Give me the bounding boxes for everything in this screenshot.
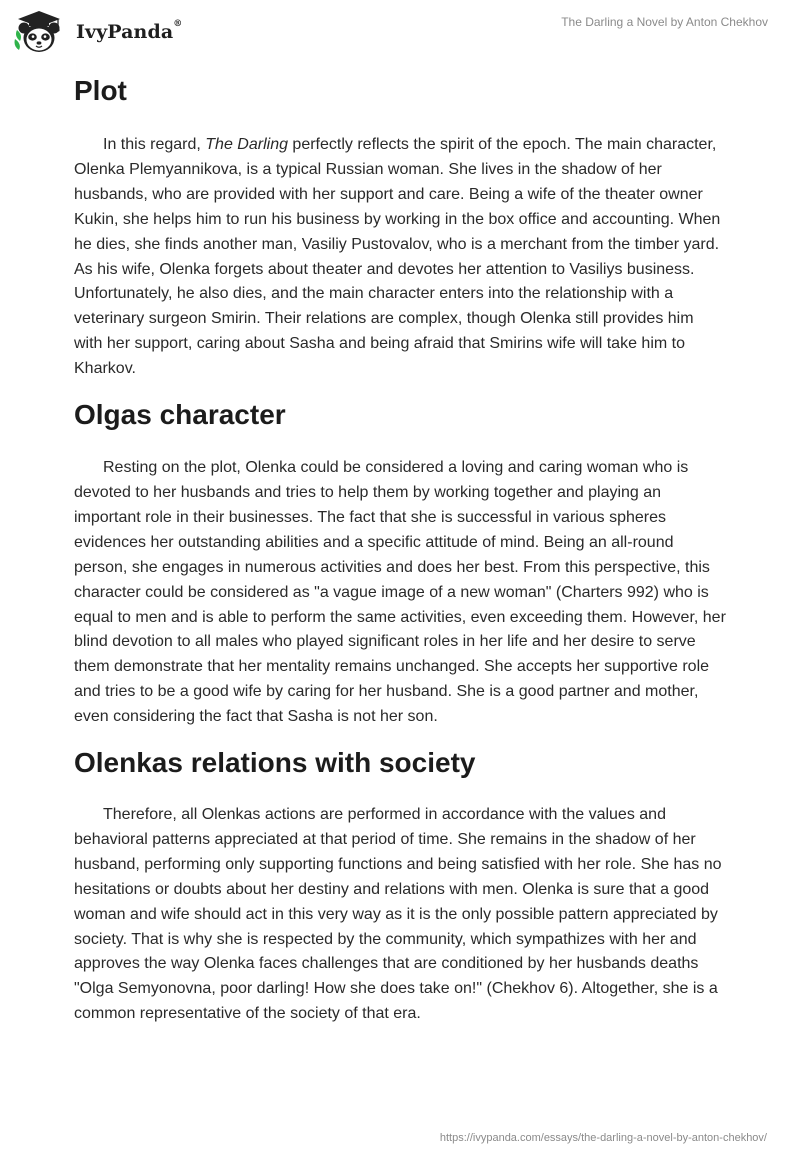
page-header bbox=[0, 0, 800, 60]
section-paragraph-character: Resting on the plot, Olenka could be considered a loving and caring woman who is devoted to her husbands and tries to help them by working together and playing an important role in their businesses. The fact that she is successful in various spheres evidences her outstanding abilities and a specific attitude of mind. Being an all-round person, she engages in numerous activities and does her best. From this perspective, this character could be considered as "a vague image of a new woman" (Charters 992) who is equal to men and is able to perform the same activities, even exceeding them. However, her blind devotion to all males who played significant roles in her life and her desire to serve them demonstrate that her mentality remains unchanged. She accepts her supportive role and tries to be a good wife by caring for her husband. She is a good partner and mother, even considering the fact that Sasha is not her son. bbox=[74, 459, 726, 726]
panda-graduation-cap-icon bbox=[14, 8, 68, 56]
document-title: The Darling a Novel by Anton Chekhov bbox=[561, 15, 768, 29]
logo[interactable] bbox=[14, 8, 182, 56]
book-title-emphasis: The Darling bbox=[205, 136, 288, 153]
brand-name: IvyPanda® bbox=[76, 19, 183, 43]
section-heading-character: Olgas character bbox=[74, 399, 286, 431]
essay-content bbox=[74, 70, 726, 1027]
source-url[interactable]: https://ivypanda.com/essays/the-darling-a-novel-by-anton-chekhov/ bbox=[439, 1132, 767, 1144]
trademark-symbol: ® bbox=[173, 19, 183, 29]
section-paragraph-society: Therefore, all Olenkas actions are performed in accordance with the values and behavioral patterns appreciated at that period of time. She remains in the shadow of her husband, performing only supporting functions and being satisfied with her role. She has no hesitations or doubts about her destiny and relations with men. Olenka is sure that a good woman and wife should act in this very way as it is the only possible pattern appreciated by society. That is why she is respected by the community, which sympathizes with her and approves the way Olenka faces challenges that are conditioned by her husbands deaths "Olga Semyonovna, poor darling! How she does take on!" (Chekhov 6). Altogether, she is a common representative of the society of that era. bbox=[74, 806, 722, 1023]
section-paragraph-plot: In this regard, The Darling perfectly reflects the spirit of the epoch. The main character, Olenka Plemyannikova, is a typical Russian woman. She lives in the shadow of her husbands, who are provided with her support and care. Being a wife of the theater owner Kukin, she helps him to run his business by working in the box office and accounting. When he dies, she finds another man, Vasiliy Pustovalov, who is a merchant from the timber yard. As his wife, Olenka forgets about theater and devotes her attention to Vasiliys business. Unfortunately, he also dies, and the main character enters into the relationship with a veterinary surgeon Smirin. Their relations are complex, though Olenka still provides him with her support, caring about Sasha and being afraid that Smirins wife will take him to Kharkov. bbox=[74, 136, 721, 378]
section-heading-plot: Plot bbox=[74, 75, 127, 106]
section-heading-society: Olenkas relations with society bbox=[74, 747, 476, 779]
